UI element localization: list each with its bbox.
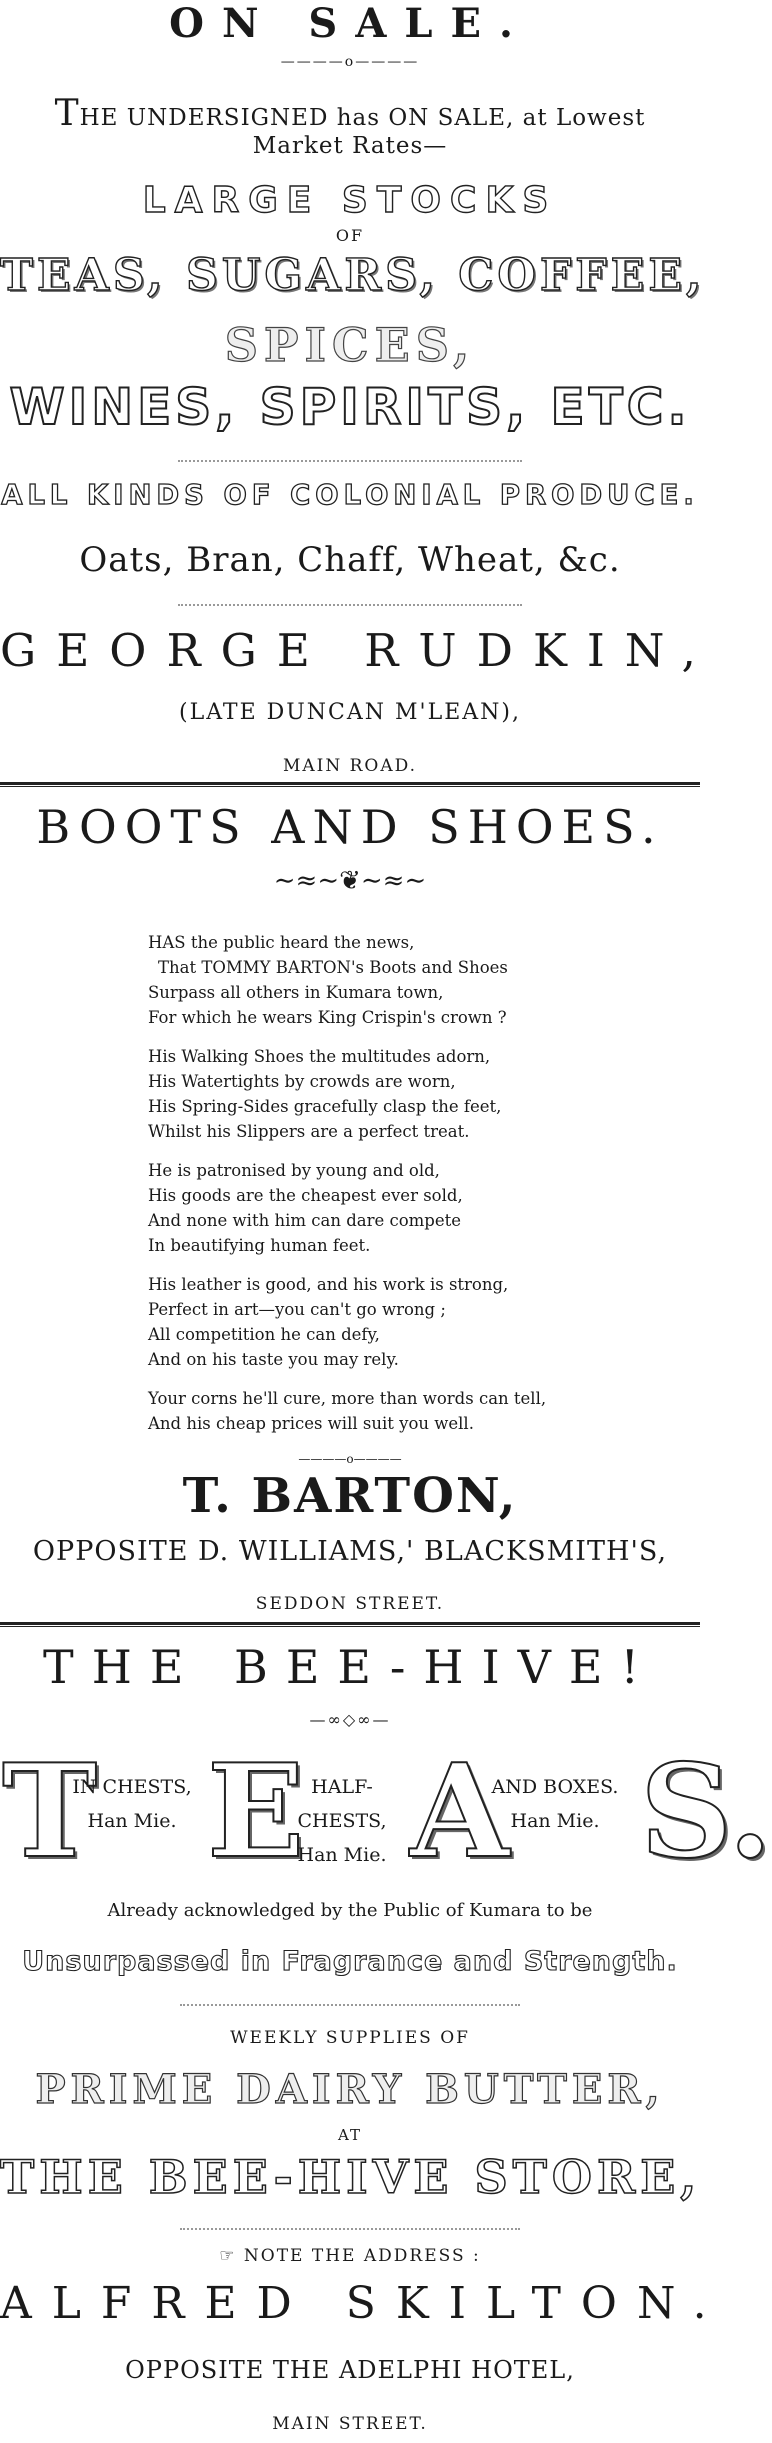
ornament-flourish: ∼≈∼❦∼≈∼ <box>273 866 427 896</box>
poem-line: His goods are the cheapest ever sold, <box>148 1186 463 1205</box>
address: SEDDON STREET. <box>255 1594 445 1614</box>
dotted-divider <box>180 2004 520 2006</box>
package-label: IN CHESTS, <box>72 1776 192 1798</box>
poem-line: And his cheap prices will suit you well. <box>148 1414 474 1433</box>
poem-stanza <box>148 1272 588 1372</box>
poem-line: And on his taste you may rely. <box>148 1350 399 1369</box>
dotted-divider <box>178 604 522 606</box>
at-label: AT <box>337 2126 363 2144</box>
unsurpassed-line: Unsurpassed in Fragrance and Strength. <box>22 1946 678 1977</box>
merchant-name: ALFRED SKILTON. <box>0 2278 727 2329</box>
poem <box>148 930 588 1450</box>
package-label: HALF-CHESTS, <box>297 1776 387 1832</box>
package-chests <box>62 1770 202 1838</box>
poem-line: For which he wears King Crispin's crown ? <box>148 1008 507 1027</box>
merchant-name: GEORGE RUDKIN, <box>0 624 716 677</box>
poem-line: His Spring-Sides gracefully clasp the feet, <box>148 1097 502 1116</box>
address: MAIN ROAD. <box>282 756 418 776</box>
late-name: (LATE DUNCAN M'LEAN), <box>179 700 521 725</box>
dotted-divider <box>178 460 522 462</box>
on-sale-heading: ON SALE. <box>169 0 531 47</box>
poem-line: Perfect in art—you can't go wrong ; <box>148 1300 446 1319</box>
dotted-divider <box>180 2228 520 2230</box>
spices: SPICES, <box>224 318 476 372</box>
address: MAIN STREET. <box>272 2414 428 2434</box>
bee-hive-store: THE BEE-HIVE STORE, <box>0 2150 702 2204</box>
poem-stanza <box>148 1386 588 1436</box>
location-line: OPPOSITE THE ADELPHI HOTEL, <box>125 2356 575 2384</box>
poem-line: Whilst his Slippers are a perfect treat. <box>148 1122 470 1141</box>
poem-stanza <box>148 1158 588 1258</box>
intro-text <box>0 93 700 160</box>
separator-rule <box>0 1626 700 1627</box>
poem-line: And none with him can dare compete <box>148 1211 462 1230</box>
of-label: OF <box>335 226 365 245</box>
poem-line: All competition he can defy, <box>148 1325 380 1344</box>
big-letter-a: A <box>410 1737 510 1887</box>
poem-line: His leather is good, and his work is strong, <box>148 1275 509 1294</box>
intro-rest: HE UNDERSIGNED has ON SALE, at Lowest Market Rates— <box>79 105 646 159</box>
big-letter-e: E <box>207 1737 305 1887</box>
poem-line: His Walking Shoes the multitudes adorn, <box>148 1047 491 1066</box>
poem-line: Surpass all others in Kumara town, <box>148 983 444 1002</box>
package-label: AND BOXES. <box>491 1776 619 1798</box>
separator-rule <box>0 1622 700 1625</box>
big-letter-s: S. <box>640 1737 772 1887</box>
poem-line: Your corns he'll cure, more than words can tell, <box>148 1389 547 1408</box>
package-brand: Han Mie. <box>297 1844 387 1866</box>
package-brand: Han Mie. <box>510 1810 600 1832</box>
poem-stanza <box>148 930 588 1030</box>
wines-spirits: WINES, SPIRITS, ETC. <box>9 378 691 436</box>
package-brand: Han Mie. <box>87 1810 177 1832</box>
ornament-divider: ————o———— <box>280 54 420 70</box>
poem-line: That TOMMY BARTON's Boots and Shoes <box>158 958 508 977</box>
location-line: OPPOSITE D. WILLIAMS,' BLACKSMITH'S, <box>32 1536 668 1567</box>
oats-bran-line: Oats, Bran, Chaff, Wheat, &c. <box>79 540 621 580</box>
package-boxes <box>480 1770 630 1838</box>
boots-shoes-heading: BOOTS AND SHOES. <box>36 800 664 854</box>
big-letter-t: T <box>2 1737 98 1887</box>
large-stocks-heading: LARGE STOCKS <box>142 180 558 221</box>
teas-sugars-coffee: TEAS, SUGARS, COFFEE, <box>0 250 706 301</box>
drop-cap: T <box>54 93 80 134</box>
poem-line: He is patronised by young and old, <box>148 1161 440 1180</box>
note-address: ☞ NOTE THE ADDRESS : <box>219 2246 481 2266</box>
ornament-divider: —∞◇∞— <box>309 1710 391 1729</box>
separator-rule <box>0 786 700 787</box>
prime-dairy-butter: PRIME DAIRY BUTTER, <box>35 2066 665 2113</box>
separator-rule <box>0 782 700 785</box>
colonial-produce: ALL KINDS OF COLONIAL PRODUCE. <box>1 480 699 511</box>
merchant-name: T. BARTON, <box>182 1468 518 1524</box>
poem-line: His Watertights by crowds are worn, <box>148 1072 456 1091</box>
bee-hive-heading: THE BEE-HIVE! <box>43 1640 657 1694</box>
ornament-divider: ————o———— <box>298 1452 402 1466</box>
poem-stanza <box>148 1044 588 1144</box>
acknowledged-line: Already acknowledged by the Public of Kumara to be <box>107 1900 593 1921</box>
weekly-supplies: WEEKLY SUPPLIES OF <box>230 2028 470 2048</box>
poem-line: HAS the public heard the news, <box>148 933 415 952</box>
poem-line: In beautifying human feet. <box>148 1236 371 1255</box>
package-half-chests <box>272 1770 412 1872</box>
